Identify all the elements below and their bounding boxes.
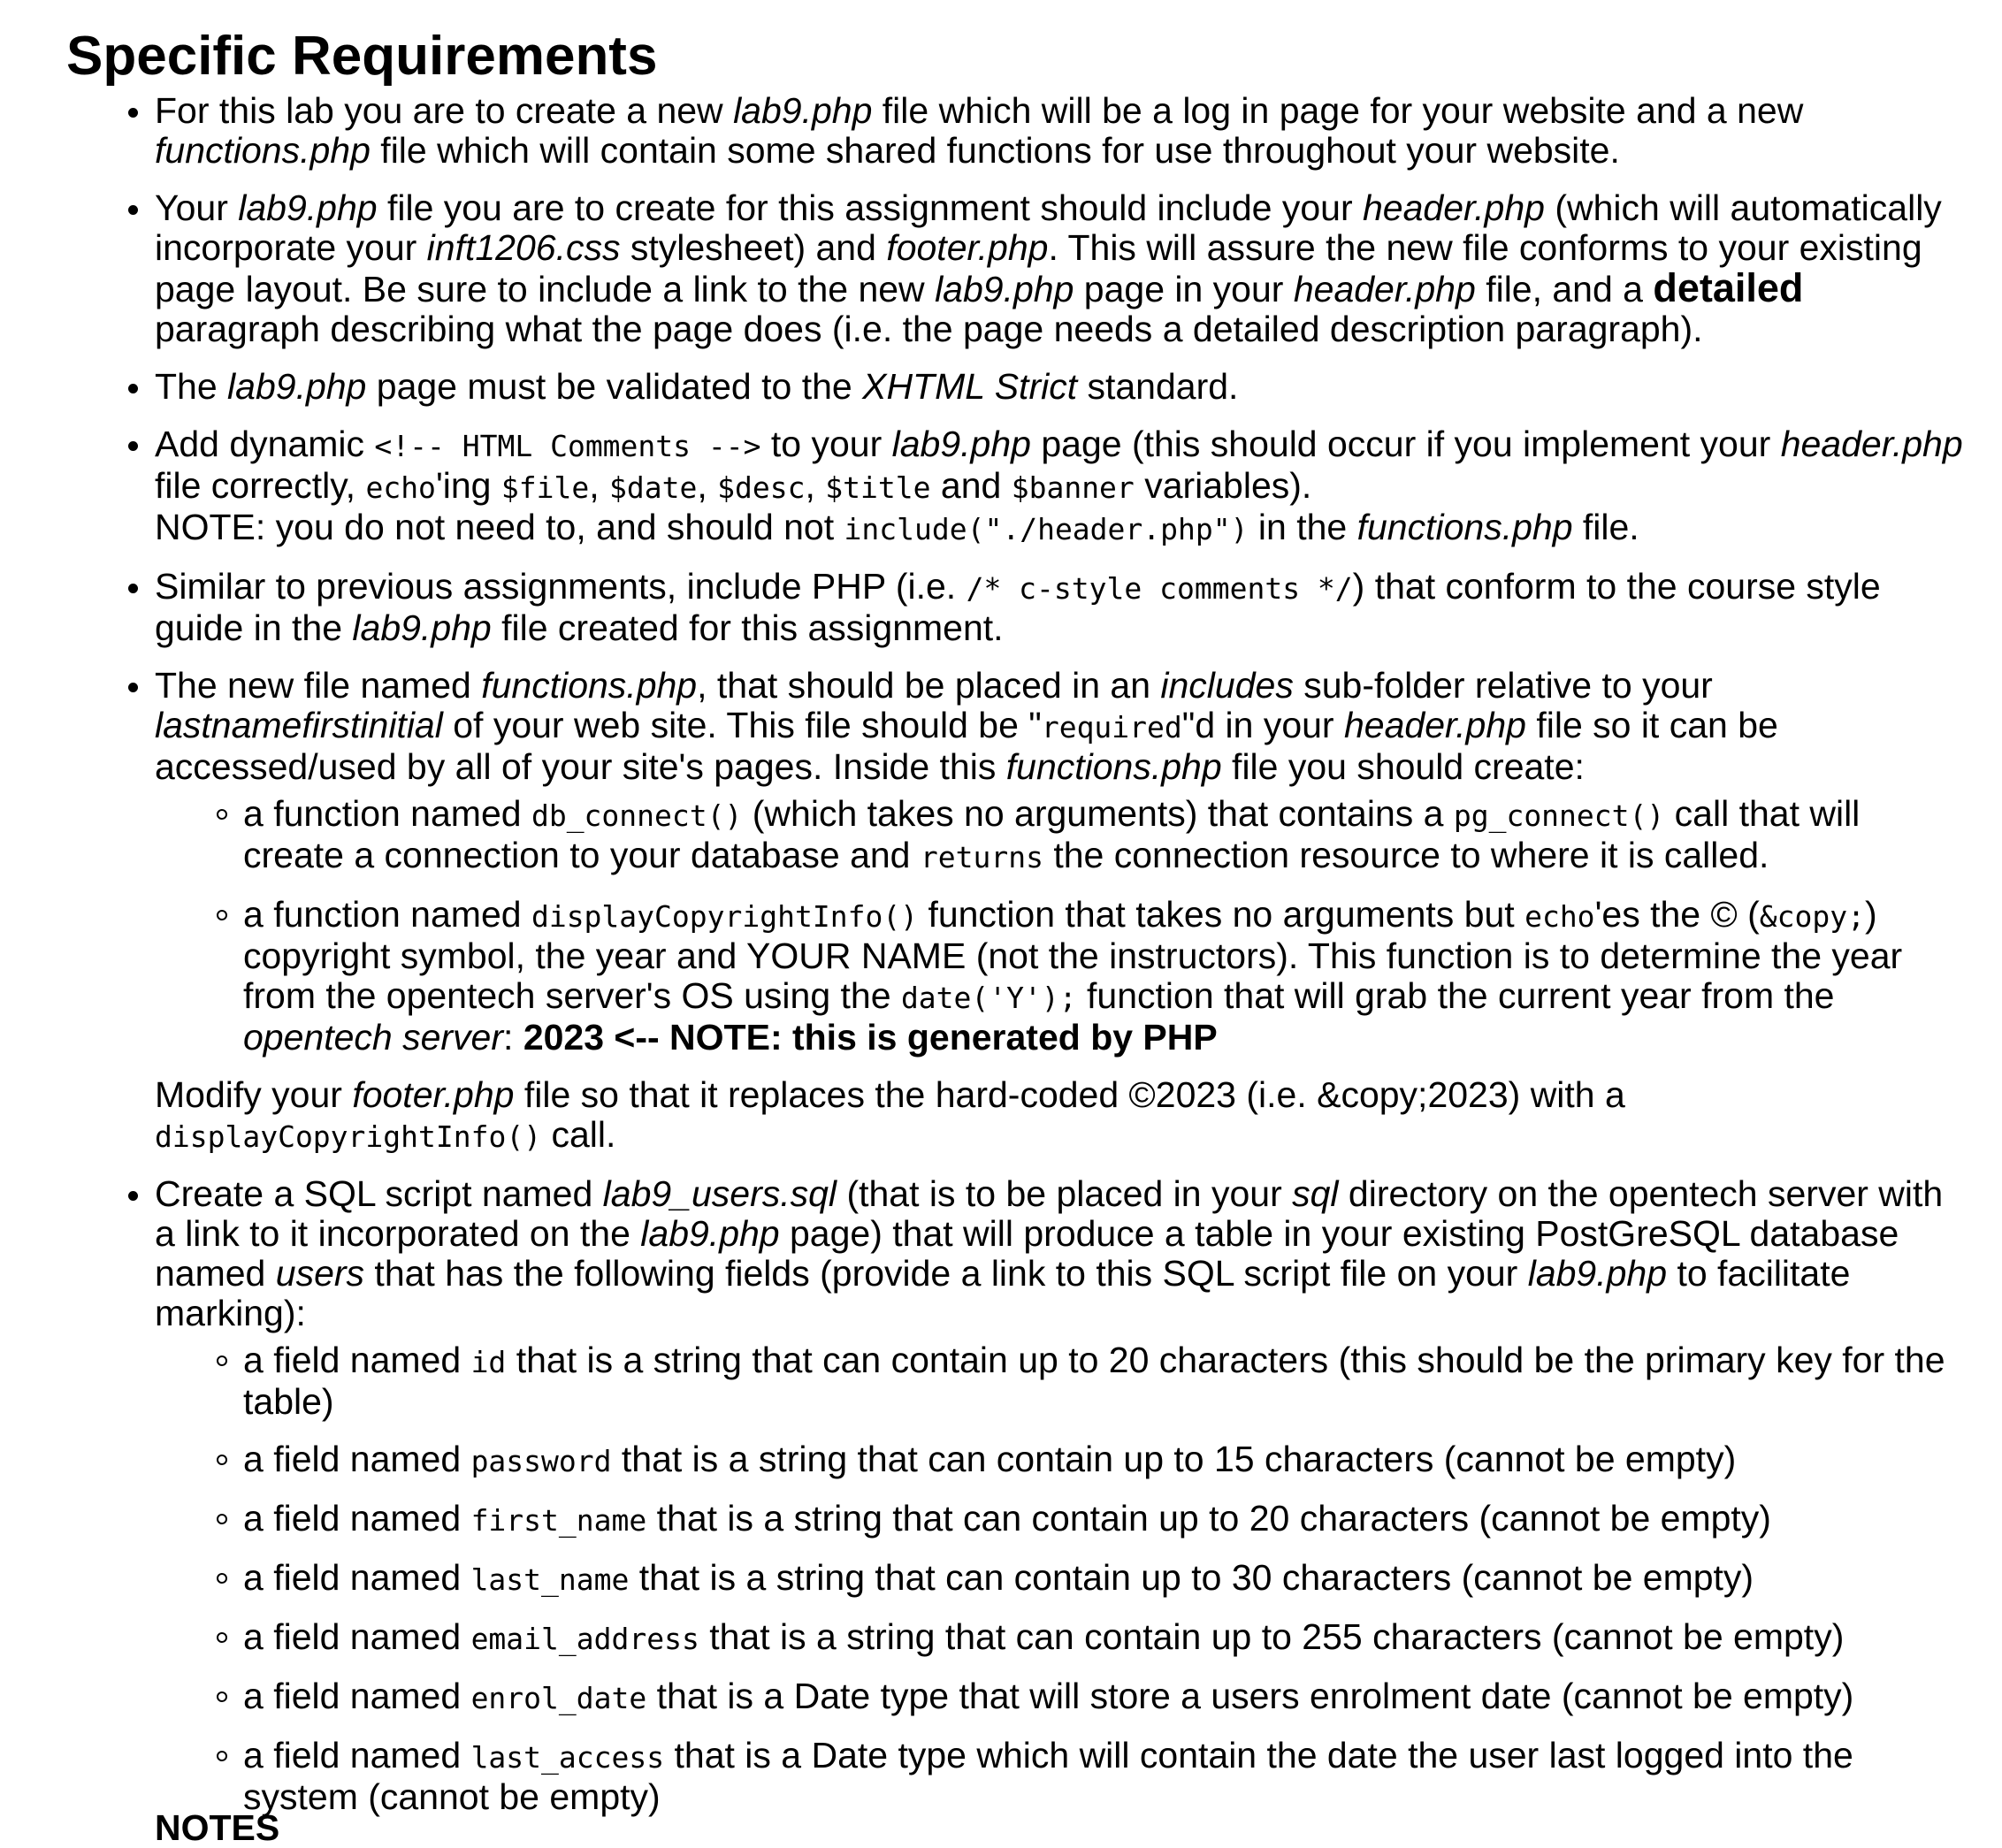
text: The bbox=[155, 366, 228, 407]
text: : bbox=[503, 1017, 523, 1058]
text: function that takes no arguments but bbox=[918, 894, 1525, 935]
code: pg_connect() bbox=[1453, 798, 1665, 833]
code: /* c-style comments */ bbox=[966, 571, 1353, 606]
text: in the bbox=[1248, 507, 1357, 547]
code: $date bbox=[609, 470, 698, 505]
code: required bbox=[1041, 710, 1182, 745]
filename: lab9.php bbox=[227, 366, 367, 407]
text: page (this should occur if you implement your bbox=[1030, 424, 1781, 464]
text: call. bbox=[541, 1114, 616, 1155]
field-item: a field named id that is a string that can contain up to 20 characters (this should be the primary key for the table) bbox=[243, 1340, 1967, 1422]
text: "d in your bbox=[1181, 705, 1344, 745]
text: Create a SQL script named bbox=[155, 1173, 603, 1214]
text: file, and a bbox=[1475, 269, 1654, 309]
filename: header.php bbox=[1293, 269, 1476, 309]
list-item bbox=[155, 1174, 2002, 1817]
text: (which will automatically incorporate your bbox=[155, 187, 1942, 268]
code: $desc bbox=[717, 470, 806, 505]
text: variables). bbox=[1134, 465, 1312, 506]
folder-name: lastnamefirstinitial bbox=[155, 705, 443, 745]
text: The new file named bbox=[155, 665, 482, 706]
text: page in your bbox=[1074, 269, 1294, 309]
text: , bbox=[805, 465, 826, 506]
text: file. bbox=[1572, 507, 1639, 547]
text: file so that it replaces the hard-coded ©2023 (i.e. &copy;2023) with a bbox=[514, 1074, 1625, 1115]
text: directory on the opentech server with a link to it incorporated on the bbox=[155, 1173, 1944, 1254]
filename: inft1206.css bbox=[426, 227, 621, 268]
code: echo bbox=[365, 470, 436, 505]
text: (which takes no arguments) that contains a bbox=[742, 793, 1454, 834]
text: that has the following fields (provide a link to this SQL script file on your bbox=[364, 1253, 1528, 1294]
field-item: a field named last_access that is a Date type which will contain the date the user last logged into the system (cannot be empty) bbox=[243, 1736, 1967, 1817]
code: $title bbox=[825, 470, 931, 505]
list-item bbox=[155, 424, 2002, 549]
text: (that is to be placed in your bbox=[837, 1173, 1293, 1214]
text: ) that conform to the course style guide in the bbox=[155, 566, 1881, 648]
filename: functions.php bbox=[1356, 507, 1573, 547]
field-name: last_access bbox=[470, 1740, 665, 1775]
text: page) that will produce a table in your existing PostGreSQL database named bbox=[155, 1213, 1899, 1294]
text: Similar to previous assignments, include PHP (i.e. bbox=[155, 566, 967, 607]
filename: lab9.php bbox=[733, 90, 873, 131]
requirements-list bbox=[0, 91, 2002, 1835]
text: , that should be placed in an bbox=[697, 665, 1161, 706]
text: For this lab you are to create a new bbox=[155, 90, 734, 131]
filename: lab9_users.sql bbox=[602, 1173, 837, 1214]
text: sub-folder relative to your bbox=[1293, 665, 1713, 706]
field-item: a field named enrol_date that is a Date type that will store a users enrolment date (cannot be empty) bbox=[243, 1676, 1967, 1718]
code: <!-- HTML Comments --> bbox=[374, 429, 761, 463]
text: stylesheet) and bbox=[620, 227, 887, 268]
code: echo bbox=[1524, 899, 1595, 934]
field-item: a field named password that is a string that can contain up to 15 characters (cannot be empty) bbox=[243, 1439, 1967, 1481]
folder-name: includes bbox=[1160, 665, 1294, 706]
text: 'ing bbox=[435, 465, 501, 506]
code: $banner bbox=[1011, 470, 1135, 505]
functions-sublist bbox=[155, 794, 1967, 1058]
list-item bbox=[155, 567, 2002, 648]
code: date('Y'); bbox=[900, 981, 1077, 1015]
field-name: enrol_date bbox=[470, 1681, 647, 1715]
server-name: opentech server bbox=[243, 1017, 504, 1058]
text: 'es the © ( bbox=[1594, 894, 1760, 935]
field-item: a field named email_address that is a string that can contain up to 255 characters (cannot be empty) bbox=[243, 1617, 1967, 1659]
filename: header.php bbox=[1343, 705, 1526, 745]
sublist-item bbox=[243, 895, 1967, 1058]
text: a function named bbox=[243, 894, 531, 935]
list-item bbox=[155, 666, 2002, 1157]
list-item bbox=[155, 188, 2002, 349]
filename: lab9.php bbox=[238, 187, 378, 228]
text: ) copyright symbol, the year and YOUR NAME (not the instructors). This function is to determine the year from the opentech server's OS using the bbox=[243, 894, 1903, 1016]
text: file which will be a log in page for your website and a new bbox=[872, 90, 1804, 131]
field-name: password bbox=[470, 1444, 612, 1478]
text: , bbox=[697, 465, 718, 506]
text: a function named bbox=[243, 793, 531, 834]
filename: functions.php bbox=[1005, 746, 1222, 787]
code: db_connect() bbox=[531, 798, 743, 833]
footer-note-paragraph bbox=[155, 1075, 1967, 1157]
filename: header.php bbox=[1363, 187, 1545, 228]
text: to facilitate marking): bbox=[155, 1253, 1851, 1333]
filename: footer.php bbox=[352, 1074, 515, 1115]
text: of your web site. This file should be " bbox=[442, 705, 1042, 745]
text: file created for this assignment. bbox=[491, 607, 1004, 648]
text: NOTE: you do not need to, and should not bbox=[155, 507, 844, 547]
text: file so it can be accessed/used by all of your site's pages. Inside this bbox=[155, 705, 1778, 787]
table-name: users bbox=[275, 1253, 365, 1294]
emphasis: 2023 <-- NOTE: this is generated by PHP bbox=[523, 1017, 1218, 1058]
field-name: first_name bbox=[470, 1503, 647, 1538]
standard-name: XHTML Strict bbox=[862, 366, 1078, 407]
filename: lab9.php bbox=[1527, 1253, 1668, 1294]
filename: header.php bbox=[1780, 424, 1963, 464]
code: returns bbox=[920, 840, 1043, 874]
filename: functions.php bbox=[155, 130, 371, 171]
code: displayCopyrightInfo() bbox=[531, 899, 919, 934]
list-item bbox=[155, 91, 2002, 171]
text: function that will grab the current year from the bbox=[1076, 975, 1835, 1016]
field-name: email_address bbox=[470, 1622, 699, 1656]
text: Modify your bbox=[155, 1074, 353, 1115]
emphasis: detailed bbox=[1653, 265, 1804, 310]
field-item: a field named first_name that is a string that can contain up to 20 characters (cannot be empty) bbox=[243, 1499, 1967, 1540]
text: file you are to create for this assignment should include your bbox=[377, 187, 1363, 228]
filename: functions.php bbox=[481, 665, 698, 706]
text: . This will assure the new file conforms to your existing page layout. Be sure to include a link to the new bbox=[155, 227, 1922, 309]
code: $file bbox=[500, 470, 590, 505]
filename: lab9.php bbox=[352, 607, 492, 648]
text: page must be validated to the bbox=[366, 366, 863, 407]
text: file you should create: bbox=[1221, 746, 1585, 787]
code: include("./header.php") bbox=[844, 512, 1249, 546]
text: , bbox=[589, 465, 610, 506]
filename: lab9.php bbox=[935, 269, 1074, 309]
text: Your bbox=[155, 187, 239, 228]
list-item bbox=[155, 367, 2002, 407]
text: Add dynamic bbox=[155, 424, 375, 464]
folder-name: sql bbox=[1292, 1173, 1339, 1214]
text: and bbox=[930, 465, 1012, 506]
code: &copy; bbox=[1759, 899, 1865, 934]
filename: footer.php bbox=[886, 227, 1049, 268]
notes-heading-cut-off: NOTES bbox=[155, 1807, 280, 1848]
text: paragraph describing what the page does (i.e. the page needs a detailed description paragraph). bbox=[155, 309, 1703, 349]
text: file correctly, bbox=[155, 465, 366, 506]
sublist-item bbox=[243, 794, 1967, 877]
text: to your bbox=[760, 424, 892, 464]
field-name: last_name bbox=[470, 1562, 630, 1597]
field-item: a field named last_name that is a string that can contain up to 30 characters (cannot be empty) bbox=[243, 1558, 1967, 1600]
fields-sublist bbox=[155, 1340, 1967, 1817]
code: displayCopyrightInfo() bbox=[155, 1119, 542, 1154]
text: call that will create a connection to your database and bbox=[243, 793, 1861, 875]
text: the connection resource to where it is called. bbox=[1043, 835, 1769, 875]
page-title: Specific Requirements bbox=[66, 26, 658, 87]
filename: lab9.php bbox=[640, 1213, 780, 1254]
text: standard. bbox=[1077, 366, 1239, 407]
field-name: id bbox=[470, 1345, 507, 1379]
text: file which will contain some shared functions for use throughout your website. bbox=[370, 130, 1620, 171]
filename: lab9.php bbox=[891, 424, 1031, 464]
